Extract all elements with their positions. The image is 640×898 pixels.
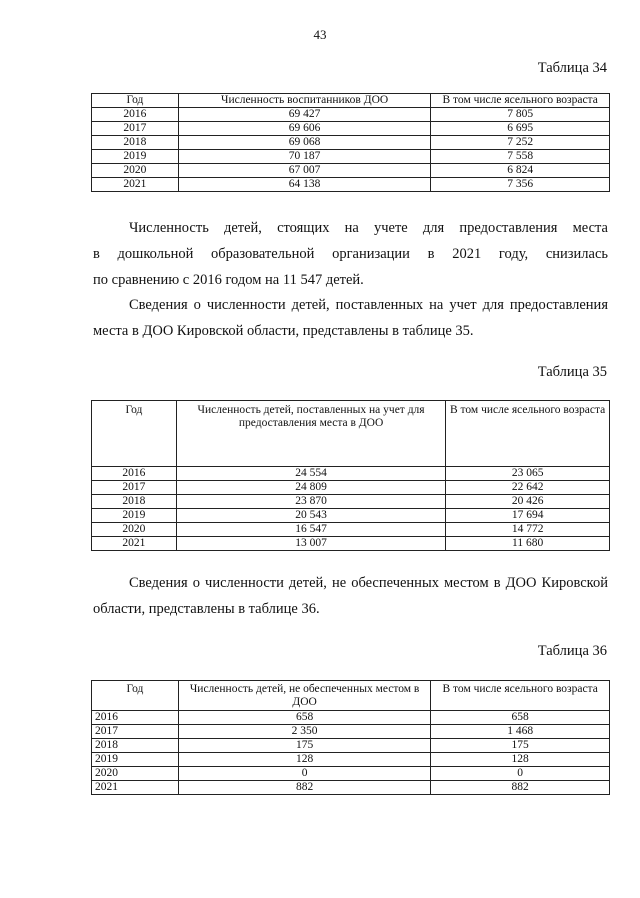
header-cell: Численность воспитанников ДОО: [178, 94, 431, 108]
year-cell: 2020: [92, 164, 179, 178]
table-row: [92, 481, 610, 495]
table-row: [92, 711, 610, 725]
nursery-cell: 0: [431, 767, 610, 781]
year-cell: 2019: [92, 753, 179, 767]
table-row: [92, 136, 610, 150]
total-cell: 0: [178, 767, 431, 781]
table-row: [92, 150, 610, 164]
table-row: [92, 178, 610, 192]
year-cell: 2019: [92, 150, 179, 164]
table-34-caption: Таблица 34: [537, 60, 607, 76]
nursery-cell: 7 252: [431, 136, 610, 150]
year-cell: 2021: [92, 781, 179, 795]
paragraph-line: Сведения о численности детей, поставленных на учет для предоставления: [129, 297, 608, 313]
nursery-cell: 22 642: [446, 481, 610, 495]
table-header-row: [92, 401, 610, 467]
paragraph-line: места в ДОО Кировской области, представлены в таблице 35.: [93, 323, 474, 339]
year-cell: 2018: [92, 136, 179, 150]
total-cell: 24 809: [176, 481, 445, 495]
table-row: [92, 781, 610, 795]
table-row: [92, 164, 610, 178]
year-cell: 2020: [92, 767, 179, 781]
year-cell: 2021: [92, 178, 179, 192]
table-36: [91, 680, 610, 795]
table-row: [92, 495, 610, 509]
table-row: [92, 537, 610, 551]
total-cell: 175: [178, 739, 431, 753]
table-header-row: [92, 681, 610, 711]
nursery-cell: 6 695: [431, 122, 610, 136]
total-cell: 69 427: [178, 108, 431, 122]
year-cell: 2018: [92, 739, 179, 753]
table-row: [92, 725, 610, 739]
year-cell: 2017: [92, 481, 177, 495]
total-cell: 67 007: [178, 164, 431, 178]
total-cell: 64 138: [178, 178, 431, 192]
year-cell: 2016: [92, 467, 177, 481]
page-number: 43: [313, 27, 327, 42]
total-cell: 20 543: [176, 509, 445, 523]
table-row: [92, 767, 610, 781]
header-cell: Численность детей, не обеспеченных местом в ДОО: [178, 681, 431, 711]
table-row: [92, 523, 610, 537]
paragraph-decline: [93, 215, 608, 293]
paragraph-table36-intro: [93, 570, 608, 622]
table-35: [91, 400, 610, 551]
paragraph-line: Численность детей, стоящих на учете для предоставления места: [129, 220, 608, 236]
header-cell: В том числе ясельного возраста: [431, 681, 610, 711]
year-cell: 2017: [92, 725, 179, 739]
table-35-caption: Таблица 35: [537, 364, 607, 380]
header-cell: Численность детей, поставленных на учет для предоставления места в ДОО: [176, 401, 445, 467]
year-cell: 2020: [92, 523, 177, 537]
total-cell: 24 554: [176, 467, 445, 481]
nursery-cell: 7 356: [431, 178, 610, 192]
year-cell: 2016: [92, 108, 179, 122]
total-cell: 69 068: [178, 136, 431, 150]
paragraph-line: Сведения о численности детей, не обеспеченных местом в ДОО Кировской: [129, 575, 608, 591]
nursery-cell: 1 468: [431, 725, 610, 739]
nursery-cell: 17 694: [446, 509, 610, 523]
nursery-cell: 128: [431, 753, 610, 767]
nursery-cell: 14 772: [446, 523, 610, 537]
year-cell: 2018: [92, 495, 177, 509]
table-header-row: [92, 94, 610, 108]
nursery-cell: 20 426: [446, 495, 610, 509]
paragraph-table35-intro: [93, 292, 608, 344]
paragraph-line: в дошкольной образовательной организации в 2021 году, снизилась: [93, 246, 608, 262]
year-cell: 2021: [92, 537, 177, 551]
table-row: [92, 108, 610, 122]
table-36-caption: Таблица 36: [537, 643, 607, 659]
nursery-cell: 7 805: [431, 108, 610, 122]
table-row: [92, 739, 610, 753]
total-cell: 69 606: [178, 122, 431, 136]
nursery-cell: 658: [431, 711, 610, 725]
total-cell: 658: [178, 711, 431, 725]
year-cell: 2019: [92, 509, 177, 523]
total-cell: 2 350: [178, 725, 431, 739]
table-row: [92, 122, 610, 136]
total-cell: 128: [178, 753, 431, 767]
table-row: [92, 753, 610, 767]
total-cell: 70 187: [178, 150, 431, 164]
total-cell: 13 007: [176, 537, 445, 551]
total-cell: 16 547: [176, 523, 445, 537]
table-row: [92, 467, 610, 481]
nursery-cell: 23 065: [446, 467, 610, 481]
total-cell: 882: [178, 781, 431, 795]
header-cell: Год: [92, 681, 179, 711]
header-cell: Год: [92, 94, 179, 108]
header-cell: Год: [92, 401, 177, 467]
header-cell: В том числе ясельного возраста: [446, 401, 610, 467]
table-34: [91, 93, 610, 192]
nursery-cell: 6 824: [431, 164, 610, 178]
table-row: [92, 509, 610, 523]
year-cell: 2017: [92, 122, 179, 136]
nursery-cell: 175: [431, 739, 610, 753]
paragraph-line: области, представлены в таблице 36.: [93, 601, 320, 617]
nursery-cell: 882: [431, 781, 610, 795]
nursery-cell: 7 558: [431, 150, 610, 164]
nursery-cell: 11 680: [446, 537, 610, 551]
year-cell: 2016: [92, 711, 179, 725]
paragraph-line: по сравнению с 2016 годом на 11 547 детей.: [93, 272, 364, 288]
total-cell: 23 870: [176, 495, 445, 509]
header-cell: В том числе ясельного возраста: [431, 94, 610, 108]
